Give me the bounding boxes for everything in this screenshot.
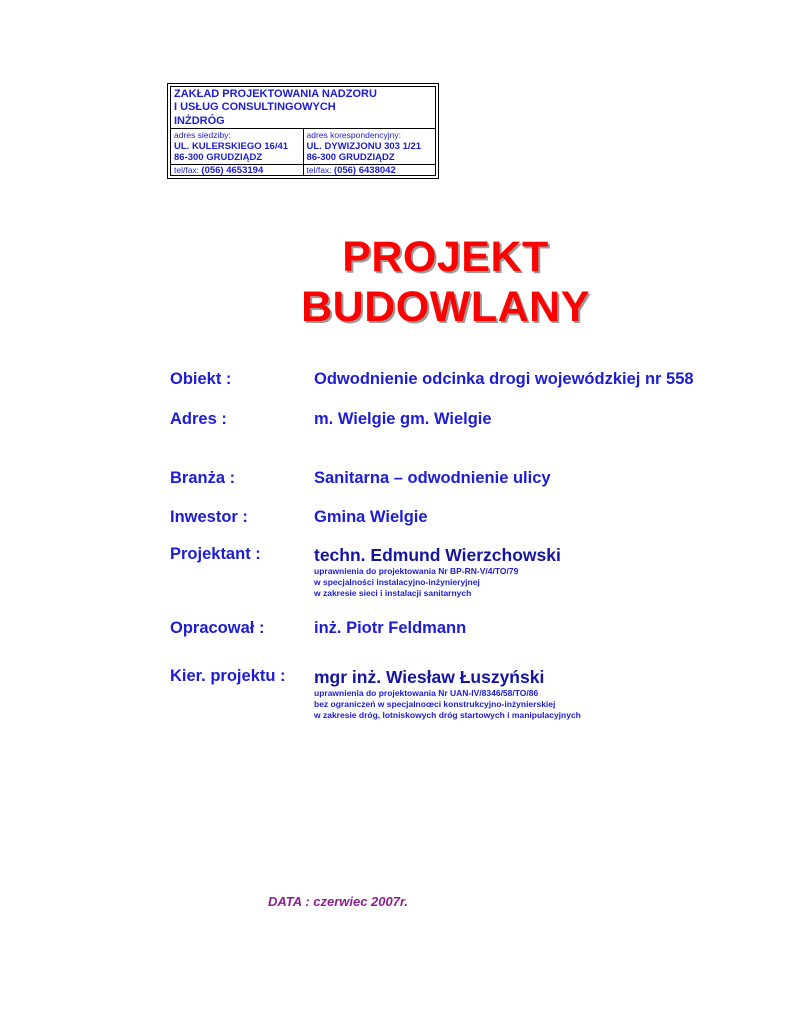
credential-note: w zakresie sieci i instalacji sanitarnych: [314, 588, 472, 598]
field-value: Sanitarna – odwodnienie ulicy: [314, 469, 551, 487]
hq-tel-label: tel/fax:: [174, 164, 200, 175]
field-label: Obiekt :: [170, 370, 232, 388]
company-name-line: I USŁUG CONSULTINGOWYCH: [174, 101, 336, 114]
corr-street: UL. DYWIZJONU 303 1/21: [306, 140, 422, 152]
corr-tel-value: (056) 6438042: [333, 164, 396, 176]
corr-tel-label: tel/fax:: [306, 164, 332, 175]
field-value: Odwodnienie odcinka drogi wojewódzkiej nr 558: [314, 370, 694, 388]
hq-caption: adres siedziby:: [174, 130, 231, 140]
company-name: [171, 87, 435, 129]
credential-note: w specjalności instalacyjno-inżynieryjnej: [314, 577, 480, 587]
field-label: Inwestor :: [170, 508, 248, 526]
field-label: Opracował :: [170, 619, 265, 637]
company-name-line: INŻDRÓG: [174, 114, 225, 127]
field-value: mgr inż. Wiesław Łuszyński: [314, 667, 545, 687]
field-value: Gmina Wielgie: [314, 508, 428, 526]
field-value: m. Wielgie gm. Wielgie: [314, 410, 492, 428]
hq-street: UL. KULERSKIEGO 16/41: [174, 140, 289, 152]
correspondence-address: [303, 129, 436, 175]
hq-tel-value: (056) 4653194: [201, 164, 264, 176]
field-value: techn. Edmund Wierzchowski: [314, 545, 561, 565]
company-name-line: ZAKŁAD PROJEKTOWANIA NADZORU: [174, 88, 377, 100]
hq-city: 86-300 GRUDZIĄDZ: [174, 152, 263, 163]
corr-caption: adres korespondencyjny:: [306, 130, 402, 140]
address-row: [171, 129, 435, 175]
credential-note: uprawnienia do projektowania Nr UAN-IV/8346/58/TO/86: [314, 688, 539, 698]
field-label: Adres :: [170, 410, 227, 428]
credential-note: uprawnienia do projektowania Nr BP-RN-V/4/TO/79: [314, 566, 519, 576]
credential-note: w zakresie dróg, lotniskowych dróg startowych i manipulacyjnych: [314, 710, 581, 720]
corr-city: 86-300 GRUDZIĄDZ: [306, 152, 395, 163]
field-label: Branża :: [170, 469, 236, 487]
hq-phone: [174, 165, 300, 176]
field-label: Projektant :: [170, 545, 261, 563]
document-title-line-2: BUDOWLANY: [301, 283, 590, 331]
field-value: inż. Piotr Feldmann: [314, 619, 467, 637]
field-label: Kier. projektu :: [170, 667, 286, 685]
hq-address: [171, 129, 303, 175]
corr-phone: [307, 165, 433, 176]
company-header-box: [170, 86, 436, 176]
document-date: DATA : czerwiec 2007r.: [268, 894, 408, 909]
credential-note: bez ograniczeń w specjalnoœci konstrukcyjno-inżynierskiej: [314, 699, 556, 709]
document-title-line-1: PROJEKT: [342, 233, 549, 281]
